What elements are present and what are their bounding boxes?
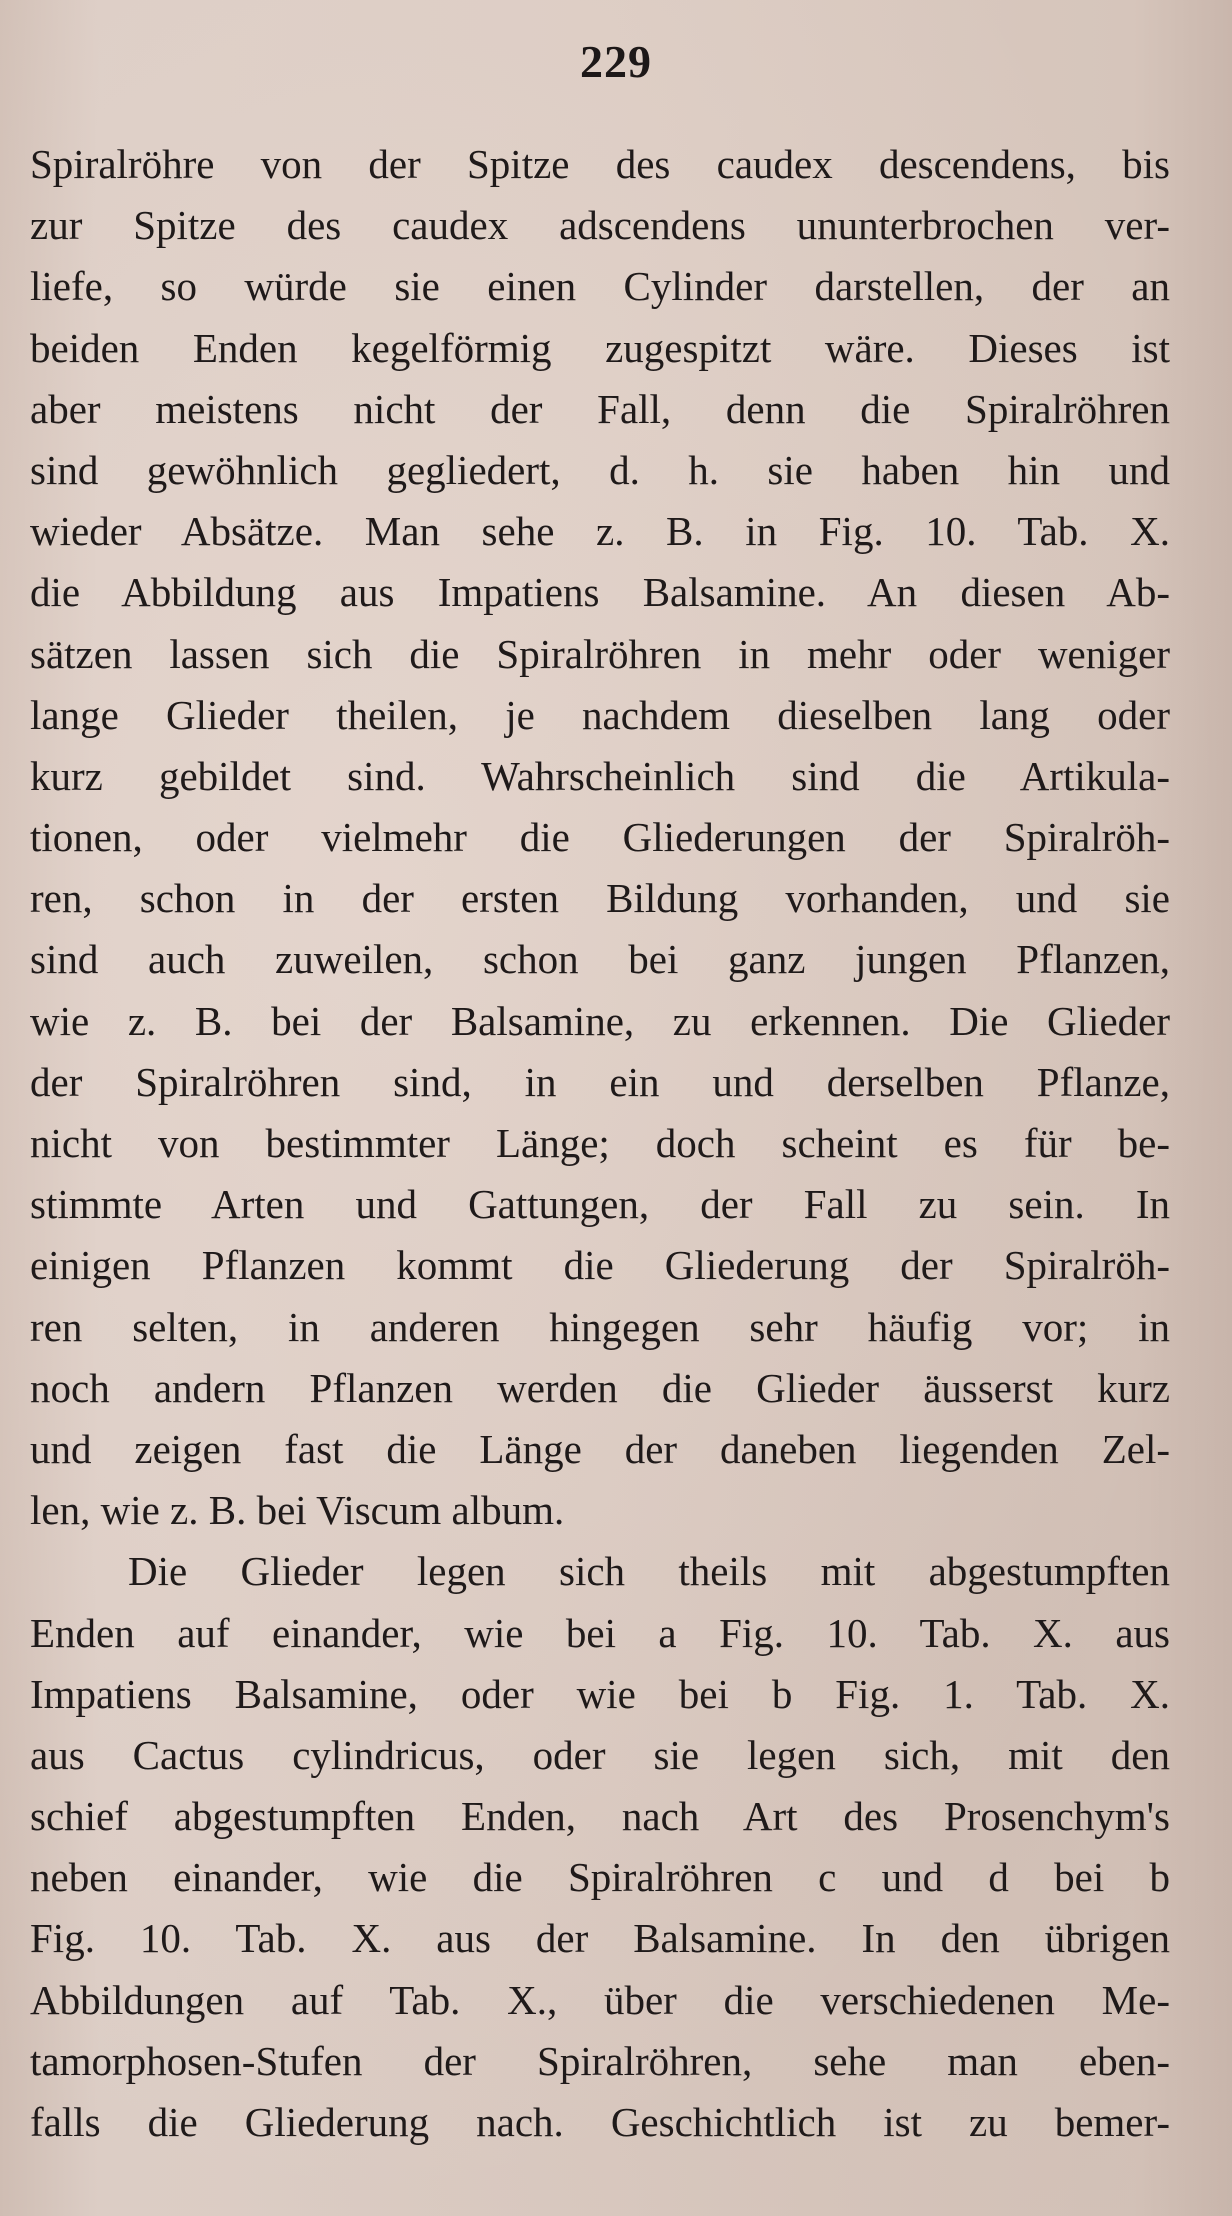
body-text <box>30 134 1170 2153</box>
text-line: Spiralröhre von der Spitze des caudex descendens, bis <box>30 141 1170 187</box>
text-line: tionen, oder vielmehr die Gliederungen der Spiralröh- <box>30 814 1170 861</box>
text-line: ren, schon in der ersten Bildung vorhanden, und sie <box>30 875 1170 922</box>
text-line: neben einander, wie die Spiralröhren c und d bei b <box>30 1854 1170 1901</box>
text-line: Abbildungen auf Tab. X., über die verschiedenen Me- <box>30 1976 1170 2023</box>
text-line: Die Glieder legen sich theils mit abgestumpften <box>128 1548 1170 1595</box>
text-line: falls die Gliederung nach. Geschichtlich ist zu bemer- <box>30 2099 1170 2145</box>
text-line: aber meistens nicht der Fall, denn die Spiralröhren <box>30 385 1170 432</box>
text-line: sind gewöhnlich gegliedert, d. h. sie haben hin und <box>30 446 1170 493</box>
text-line: der Spiralröhren sind, in ein und derselben Pflanze, <box>30 1058 1170 1105</box>
text-line: einigen Pflanzen kommt die Gliederung der Spiralröh- <box>30 1242 1170 1289</box>
text-line: Fig. 10. Tab. X. aus der Balsamine. In den übrigen <box>30 1915 1170 1962</box>
text-line: noch andern Pflanzen werden die Glieder äusserst kurz <box>30 1364 1170 1411</box>
text-line: aus Cactus cylindricus, oder sie legen sich, mit den <box>30 1731 1170 1778</box>
text-line: die Abbildung aus Impatiens Balsamine. An diesen Ab- <box>30 569 1170 616</box>
text-line: tamorphosen-Stufen der Spiralröhren, sehe man eben- <box>30 2037 1170 2084</box>
text-line: liefe, so würde sie einen Cylinder darstellen, der an <box>30 263 1170 310</box>
text-line: sind auch zuweilen, schon bei ganz jungen Pflanzen, <box>30 936 1170 983</box>
text-line: sätzen lassen sich die Spiralröhren in mehr oder weniger <box>30 630 1170 677</box>
text-line: beiden Enden kegelförmig zugespitzt wäre. Dieses ist <box>30 324 1170 371</box>
page-number: 229 <box>580 36 652 87</box>
text-line: ren selten, in anderen hingegen sehr häufig vor; in <box>30 1303 1170 1350</box>
text-line: und zeigen fast die Länge der daneben liegenden Zel- <box>30 1425 1170 1472</box>
text-line: wie z. B. bei der Balsamine, zu erkennen. Die Glieder <box>30 997 1170 1044</box>
text-line: kurz gebildet sind. Wahrscheinlich sind die Artikula- <box>30 752 1170 799</box>
text-line: lange Glieder theilen, je nachdem dieselben lang oder <box>30 691 1170 738</box>
text-line: Enden auf einander, wie bei a Fig. 10. Tab. X. aus <box>30 1609 1170 1656</box>
text-line: schief abgestumpften Enden, nach Art des Prosenchym's <box>30 1793 1170 1840</box>
text-line: len, wie z. B. bei Viscum album. <box>30 1487 565 1534</box>
text-line: Impatiens Balsamine, oder wie bei b Fig. 1. Tab. X. <box>30 1670 1170 1717</box>
text-line: nicht von bestimmter Länge; doch scheint es für be- <box>30 1120 1170 1166</box>
text-line: stimmte Arten und Gattungen, der Fall zu sein. In <box>30 1181 1170 1228</box>
text-line: zur Spitze des caudex adscendens ununterbrochen ver- <box>30 202 1170 249</box>
text-line: wieder Absätze. Man sehe z. B. in Fig. 10. Tab. X. <box>30 508 1170 555</box>
